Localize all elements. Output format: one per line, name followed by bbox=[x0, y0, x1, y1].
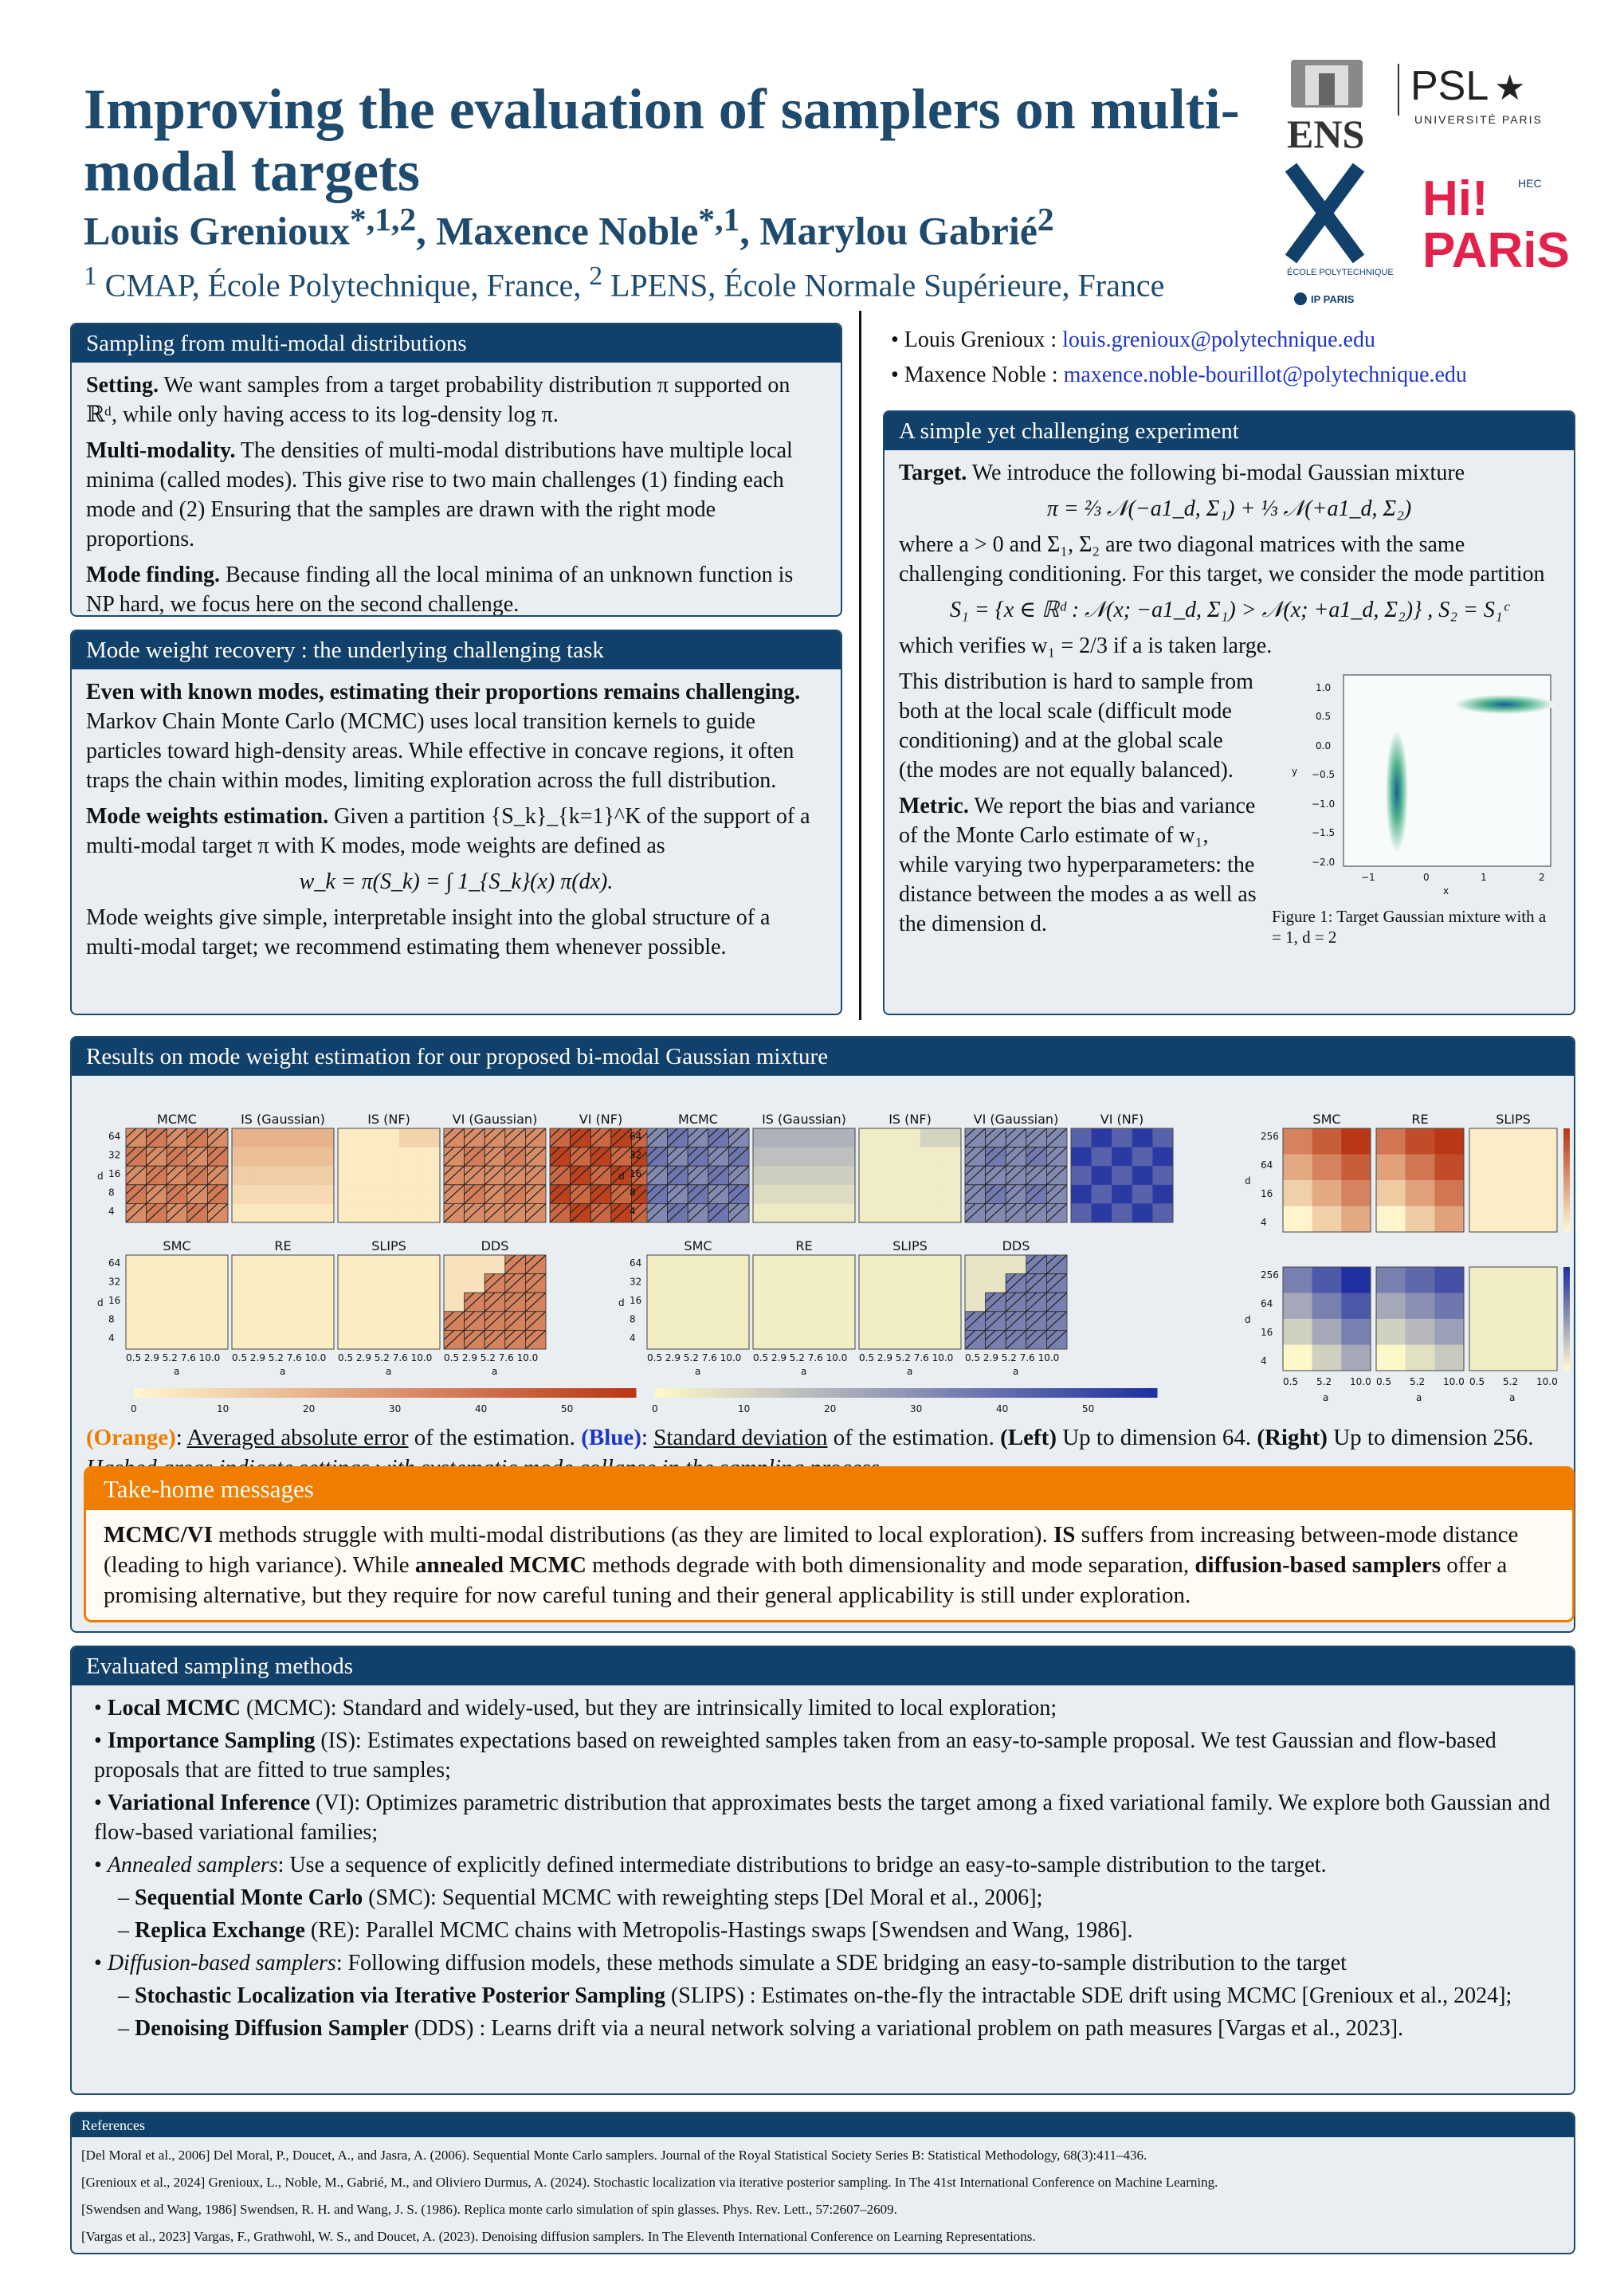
svg-text:VI (NF): VI (NF) bbox=[1100, 1112, 1144, 1127]
results-caption: (Orange): Averaged absolute error of the estimation. (Blue): Standard deviation of the estimation. (Left) Up to dimension 64. (Right) Up to dimension 256. bbox=[86, 1425, 1534, 1450]
references-header: References bbox=[72, 2113, 1574, 2137]
x-tick: 10.0 bbox=[1536, 1376, 1558, 1387]
svg-text:Hi!: Hi! bbox=[1422, 171, 1489, 226]
heatmap-smc bbox=[647, 1238, 750, 1350]
colorbar-cell bbox=[1563, 1336, 1570, 1340]
reference-item: [Swendsen and Wang, 1986] Swendsen, R. H. and Wang, J. S. (1986). Replica monte carlo simulation of spin glasses. Phys. Rev. Lett., 57:2607–2609. bbox=[81, 2202, 897, 2217]
verifies-paragraph: which verifies w₁ = 2/3 if a is taken large. bbox=[899, 634, 1273, 658]
svg-text:0.5: 0.5 bbox=[1316, 711, 1332, 722]
colorbar-cell bbox=[1563, 1183, 1570, 1187]
y-tick: 8 bbox=[630, 1187, 636, 1198]
colorbar-tick: 40 bbox=[475, 1403, 488, 1414]
svg-text:IS (NF): IS (NF) bbox=[888, 1112, 932, 1127]
heatmap-is-nf bbox=[338, 1112, 441, 1223]
colorbar-cell bbox=[1563, 1173, 1570, 1177]
heatmap-right-smc bbox=[1283, 1112, 1371, 1233]
colorbar-cell bbox=[1563, 1170, 1570, 1174]
colorbar-cell bbox=[1563, 1332, 1570, 1336]
hiparis-logo bbox=[1422, 171, 1570, 278]
svg-text:1.0: 1.0 bbox=[1316, 682, 1332, 693]
x-tick: 0.5 bbox=[1376, 1376, 1392, 1387]
y-tick: 32 bbox=[108, 1149, 121, 1161]
box-header: Results on mode weight estimation for our proposed bi-modal Gaussian mixture bbox=[72, 1038, 1574, 1076]
svg-text:MCMC: MCMC bbox=[678, 1112, 718, 1127]
svg-text:HEC: HEC bbox=[1518, 177, 1542, 190]
svg-text:DDS: DDS bbox=[1002, 1238, 1030, 1253]
hardness-paragraph: This distribution is hard to sample from both at the local scale (difficult mode conditioning) and at the global scale (the modes are not equally balanced). bbox=[899, 669, 1253, 783]
ens-logo bbox=[1287, 60, 1364, 156]
y-tick: 256 bbox=[1261, 1269, 1279, 1281]
takehome-box bbox=[84, 1466, 1575, 1622]
svg-text:−2.0: −2.0 bbox=[1312, 857, 1336, 868]
modefinding-paragraph: Mode finding. Because finding all the local minima of an unknown function is NP hard, we focus here on the second challenge. bbox=[86, 563, 794, 617]
x-axis-label: a bbox=[386, 1366, 392, 1377]
x-axis-label: a bbox=[280, 1366, 286, 1377]
y-tick: 64 bbox=[108, 1257, 121, 1269]
multimodality-paragraph: Multi-modality. The densities of multi-modal distributions have multiple local minima (called modes). This give rise to two main challenges (1) finding each mode and (2) Ensuring that the samples are drawn with the right mode proportions. bbox=[86, 438, 793, 551]
heatmap-right-slips bbox=[1469, 1112, 1558, 1233]
x-tick: 0.5 bbox=[1283, 1376, 1299, 1387]
svg-text:1: 1 bbox=[1481, 872, 1487, 883]
colorbar-cell bbox=[1563, 1214, 1570, 1218]
svg-text:IS (NF): IS (NF) bbox=[367, 1112, 410, 1127]
y-axis-label: d bbox=[618, 1297, 625, 1308]
heatmap-right-re-std bbox=[1376, 1267, 1465, 1371]
heatmap-dds bbox=[444, 1238, 547, 1350]
takehome-text: MCMC/VI methods struggle with multi-modal distributions (as they are limited to local exploration). IS suffers from increasing between-mode distance (leading to high variance). While annealed MCMC methods degrade with both dimensionality and mode separation, diffusion-based samplers offer a promising alternative, but they require for now careful tuning and their general applicability is still under exploration. bbox=[104, 1522, 1519, 1608]
x-axis-label: a bbox=[492, 1366, 498, 1377]
x-tick: 0.5 2.9 5.2 7.6 10.0 bbox=[126, 1352, 221, 1363]
colorbar-cell bbox=[1563, 1228, 1570, 1232]
colorbar-cell bbox=[1563, 1166, 1570, 1170]
heatmap-slips bbox=[338, 1238, 441, 1350]
box-header: A simple yet challenging experiment bbox=[885, 412, 1574, 450]
svg-text:RE: RE bbox=[274, 1238, 292, 1253]
heatmap-vi-nf bbox=[550, 1112, 653, 1223]
colorbar-cell bbox=[1563, 1221, 1570, 1225]
x-tick: 0.5 2.9 5.2 7.6 10.0 bbox=[444, 1352, 539, 1363]
colorbar-tick: 50 bbox=[561, 1403, 574, 1414]
colorbar-cell bbox=[1563, 1319, 1570, 1323]
colorbar-cell bbox=[1563, 1132, 1570, 1136]
colorbar-cell bbox=[1563, 1294, 1570, 1298]
polytechnique-logo bbox=[1287, 167, 1394, 305]
svg-text:PSL: PSL bbox=[1410, 63, 1489, 109]
colorbar-cell bbox=[1563, 1270, 1570, 1274]
x-axis-label: a bbox=[174, 1366, 180, 1377]
colorbar-cell bbox=[1563, 1267, 1570, 1271]
x-axis-label: a bbox=[695, 1366, 701, 1377]
colorbar-tick: 40 bbox=[996, 1403, 1009, 1414]
svg-text:2: 2 bbox=[1539, 872, 1545, 883]
partition-formula: S₁ = {x ∈ ℝᵈ : 𝒩(x; −a1_d, Σ₁) > 𝒩(x; +a1_d, Σ₂)} , S₂ = S₁ᶜ bbox=[950, 598, 1508, 622]
y-axis-label: d bbox=[1245, 1314, 1251, 1325]
svg-text:−1: −1 bbox=[1361, 872, 1375, 883]
closing-paragraph: Mode weights give simple, interpretable insight into the global structure of a multi-modal target; we recommend estimating them whenever possible. bbox=[86, 905, 771, 959]
colorbar-cell bbox=[1563, 1190, 1570, 1194]
colorbar-cell bbox=[1563, 1349, 1570, 1353]
colorbar-cell bbox=[1563, 1315, 1570, 1319]
colorbar-cell bbox=[1563, 1308, 1570, 1312]
references-list bbox=[72, 2137, 1574, 2254]
colorbar-cell bbox=[1563, 1163, 1570, 1167]
y-tick: 16 bbox=[630, 1168, 642, 1179]
reference-item: [Grenioux et al., 2024] Grenioux, L., Noble, M., Gabrié, M., and Oliviero Durmus, A. (2024). Stochastic localization via iterative posterior sampling. In The 41st International Conference on Machine Learning. bbox=[81, 2175, 1218, 2190]
colorbar-tick: 50 bbox=[1082, 1403, 1095, 1414]
x-tick: 5.2 bbox=[1410, 1376, 1426, 1387]
svg-text:SMC: SMC bbox=[1312, 1112, 1341, 1127]
x-ticks bbox=[1361, 872, 1545, 883]
colorbar-cell bbox=[1563, 1224, 1570, 1228]
target-density-figure bbox=[1272, 667, 1559, 898]
y-ticks bbox=[1312, 682, 1335, 868]
svg-text:SMC: SMC bbox=[684, 1238, 712, 1253]
colorbar-cell bbox=[1563, 1207, 1570, 1211]
x-tick: 0.5 2.9 5.2 7.6 10.0 bbox=[753, 1352, 848, 1363]
x-tick: 0.5 bbox=[1469, 1376, 1485, 1387]
lead-paragraph: Even with known modes, estimating their proportions remains challenging. Markov Chain Monte Carlo (MCMC) uses local transition kernels to guide particles toward high-density areas. While effective in concave regions, it often traps the chain within modes, limiting exploration across the full distribution. bbox=[86, 680, 801, 793]
heatmap-right-smc-std bbox=[1283, 1267, 1371, 1371]
colorbar-cell bbox=[1563, 1285, 1570, 1289]
x-axis-label: a bbox=[1323, 1392, 1329, 1403]
colorbar-cell bbox=[1563, 1325, 1570, 1329]
y-tick: 64 bbox=[630, 1257, 642, 1269]
mode-2-blob bbox=[1455, 695, 1554, 714]
poster-title: Improving the evaluation of samplers on multi-modal targets bbox=[84, 77, 1240, 203]
heatmap-mcmc bbox=[126, 1112, 229, 1223]
colorbar-cell bbox=[1563, 1128, 1570, 1132]
colorbar-cell bbox=[1563, 1194, 1570, 1198]
heatmap-re bbox=[753, 1238, 856, 1350]
colorbar-tick: 0 bbox=[131, 1403, 137, 1414]
colorbar-cell bbox=[1563, 1312, 1570, 1316]
y-tick: 16 bbox=[108, 1295, 121, 1306]
x-axis-label: a bbox=[1416, 1392, 1422, 1403]
sampling-multimodal-box bbox=[70, 323, 842, 617]
method-item: • Local MCMC (MCMC): Standard and widely-used, but they are intrinsically limited to local exploration; bbox=[94, 1696, 1057, 1720]
heatmap-right-slips-std bbox=[1469, 1267, 1558, 1371]
y-tick: 64 bbox=[1261, 1298, 1273, 1309]
svg-text:IS (Gaussian): IS (Gaussian) bbox=[762, 1112, 846, 1127]
setting-paragraph: Setting. We want samples from a target probability distribution π supported on ℝᵈ, while only having access to its log-density log π. bbox=[86, 373, 790, 427]
svg-text:RE: RE bbox=[795, 1238, 813, 1253]
y-tick: 64 bbox=[630, 1131, 642, 1142]
heatmap-re bbox=[232, 1238, 335, 1350]
svg-text:SLIPS: SLIPS bbox=[1496, 1112, 1531, 1127]
svg-text:MCMC: MCMC bbox=[157, 1112, 197, 1127]
svg-text:VI (NF): VI (NF) bbox=[579, 1112, 623, 1127]
psl-logo bbox=[1410, 63, 1543, 126]
x-tick: 5.2 bbox=[1316, 1376, 1332, 1387]
method-item: • Importance Sampling (IS): Estimates expectations based on reweighted samples taken from an easy-to-sample proposal. We test Gaussian and flow-based proposals that are fitted to true samples; bbox=[94, 1728, 1497, 1783]
colorbar-cell bbox=[1563, 1152, 1570, 1156]
x-axis-label: x bbox=[1443, 885, 1449, 896]
y-tick: 4 bbox=[630, 1206, 636, 1217]
colorbar-cell bbox=[1563, 1367, 1570, 1371]
x-tick: 0.5 2.9 5.2 7.6 10.0 bbox=[338, 1352, 433, 1363]
heatmap-smc bbox=[126, 1238, 229, 1350]
svg-text:SLIPS: SLIPS bbox=[371, 1238, 406, 1253]
colorbar-cell bbox=[1563, 1301, 1570, 1305]
svg-text:IS (Gaussian): IS (Gaussian) bbox=[241, 1112, 325, 1127]
colorbar-cell bbox=[1563, 1180, 1570, 1184]
colorbar-cell bbox=[1563, 1200, 1570, 1204]
svg-text:ENS: ENS bbox=[1287, 112, 1365, 156]
colorbar-tick: 30 bbox=[910, 1403, 923, 1414]
svg-text:PARiS: PARiS bbox=[1422, 223, 1570, 278]
heatmap-mcmc bbox=[647, 1112, 750, 1223]
colorbar-cell bbox=[1563, 1176, 1570, 1180]
colorbar-cell bbox=[1563, 1328, 1570, 1332]
method-item: • Variational Inference (VI): Optimizes parametric distribution that approximates bests the target among a fixed variational family. We explore both Gaussian and flow-based variational families; bbox=[94, 1791, 1551, 1845]
method-item: – Denoising Diffusion Sampler (DDS) : Learns drift via a neural network solving a variational problem on path measures [Vargas et al., 2023]. bbox=[118, 2016, 1404, 2041]
x-tick: 10.0 bbox=[1443, 1376, 1465, 1387]
colorbar-cell bbox=[1563, 1363, 1570, 1367]
y-tick: 4 bbox=[1261, 1217, 1267, 1228]
colorbar-cell bbox=[1563, 1136, 1570, 1140]
y-tick: 4 bbox=[1261, 1355, 1267, 1367]
y-tick: 8 bbox=[630, 1313, 636, 1325]
partition-paragraph: where a > 0 and Σ₁, Σ₂ are two diagonal matrices with the same challenging conditioning. For this target, we consider the mode partition bbox=[899, 532, 1545, 586]
svg-text:ÉCOLE POLYTECHNIQUE: ÉCOLE POLYTECHNIQUE bbox=[1287, 268, 1394, 277]
x-axis-label: a bbox=[907, 1366, 913, 1377]
x-axis-label: a bbox=[801, 1366, 807, 1377]
method-item: – Replica Exchange (RE): Parallel MCMC chains with Metropolis-Hastings swaps [Swendsen and Wang, 1986]. bbox=[118, 1918, 1133, 1943]
svg-text:−0.5: −0.5 bbox=[1312, 769, 1336, 780]
takehome-header: Take-home messages bbox=[86, 1469, 1572, 1510]
colorbar-tick: 10 bbox=[217, 1403, 229, 1414]
results-heatmaps bbox=[72, 1076, 1574, 1418]
colorbar-cell bbox=[1563, 1339, 1570, 1343]
svg-text:DDS: DDS bbox=[481, 1238, 509, 1253]
svg-text:SLIPS: SLIPS bbox=[892, 1238, 928, 1253]
colorbar-tick: 20 bbox=[303, 1403, 316, 1414]
y-tick: 4 bbox=[108, 1206, 115, 1217]
colorbar-tick: 30 bbox=[389, 1403, 402, 1414]
affiliations: $^1$ CMAP, École Polytechnique, France, $^2$ LPENS, École Normale Supérieure, France bbox=[84, 261, 1165, 304]
colorbar bbox=[134, 1388, 637, 1398]
y-axis-label: d bbox=[1245, 1175, 1251, 1187]
y-tick: 32 bbox=[630, 1276, 642, 1288]
reference-item: [Vargas et al., 2023] Vargas, F., Grathwohl, W. S., and Doucet, A. (2023). Denoising diffusion samplers. In The Eleventh International Conference on Learning Representations. bbox=[81, 2229, 1036, 2244]
colorbar-cell bbox=[1563, 1304, 1570, 1308]
colorbar-cell bbox=[1563, 1159, 1570, 1163]
column-divider bbox=[859, 311, 861, 1020]
svg-text:VI (Gaussian): VI (Gaussian) bbox=[452, 1112, 538, 1127]
box-header: Evaluated sampling methods bbox=[72, 1647, 1574, 1685]
x-tick: 5.2 bbox=[1503, 1376, 1519, 1387]
heatmap-is-gaussian bbox=[232, 1112, 335, 1223]
box-header: Mode weight recovery : the underlying challenging task bbox=[72, 631, 841, 669]
y-tick: 16 bbox=[1261, 1188, 1273, 1199]
mode-1-blob bbox=[1386, 731, 1408, 852]
heatmap-vi-gaussian bbox=[444, 1112, 547, 1223]
y-tick: 16 bbox=[1261, 1327, 1273, 1338]
colorbar-cell bbox=[1563, 1197, 1570, 1201]
mixture-formula: π = ⅔ 𝒩(−a1_d, Σ₁) + ⅓ 𝒩(+a1_d, Σ₂) bbox=[1046, 496, 1412, 521]
target-paragraph: Target. We introduce the following bi-modal Gaussian mixture bbox=[899, 461, 1465, 485]
contact-info: • Louis Grenioux : louis.grenioux@polytechnique.edu • Maxence Noble : maxence.noble-bourillot@polytechnique.edu bbox=[891, 328, 1467, 387]
svg-text:−1.5: −1.5 bbox=[1312, 827, 1336, 838]
y-axis-label: y bbox=[1292, 766, 1298, 777]
colorbar bbox=[655, 1388, 1158, 1398]
y-tick: 8 bbox=[108, 1313, 115, 1325]
colorbar-cell bbox=[1563, 1356, 1570, 1360]
figure-1-caption: Figure 1: Target Gaussian mixture with a = 1, d = 2 bbox=[1272, 907, 1547, 947]
y-axis-label: d bbox=[97, 1297, 104, 1308]
colorbar-cell bbox=[1563, 1281, 1570, 1285]
y-tick: 16 bbox=[630, 1295, 642, 1306]
svg-text:0.0: 0.0 bbox=[1316, 740, 1332, 751]
methods-box bbox=[70, 1646, 1575, 2095]
y-tick: 64 bbox=[1261, 1159, 1273, 1171]
email-link-2[interactable]: maxence.noble-bourillot@polytechnique.edu bbox=[1063, 363, 1467, 387]
method-item: – Stochastic Localization via Iterative Posterior Sampling (SLIPS) : Estimates on-the-fly the intractable SDE drift using MCMC [Grenioux et al., 2024]; bbox=[118, 1983, 1512, 2008]
colorbar-cell bbox=[1563, 1218, 1570, 1222]
y-tick: 256 bbox=[1261, 1131, 1279, 1142]
svg-text:SMC: SMC bbox=[163, 1238, 191, 1253]
box-header: Sampling from multi-modal distributions bbox=[72, 324, 841, 363]
x-axis-label: a bbox=[1509, 1392, 1516, 1403]
heatmap-is-gaussian bbox=[753, 1112, 856, 1223]
method-item: • Diffusion-based samplers: Following diffusion models, these methods simulate a SDE bridging an easy-to-sample distribution to the target bbox=[94, 1951, 1347, 1975]
y-axis-label: d bbox=[97, 1171, 104, 1182]
colorbar-cell bbox=[1563, 1210, 1570, 1214]
heatmap-vi-nf bbox=[1071, 1112, 1174, 1223]
svg-text:★: ★ bbox=[1494, 68, 1526, 108]
colorbar-cell bbox=[1563, 1291, 1570, 1295]
colorbar-cell bbox=[1563, 1343, 1570, 1347]
method-item: – Sequential Monte Carlo (SMC): Sequential MCMC with reweighting steps [Del Moral et al., 2006]; bbox=[118, 1885, 1043, 1910]
experiment-box bbox=[883, 410, 1575, 1015]
y-tick: 4 bbox=[108, 1332, 115, 1344]
heatmap-vi-gaussian bbox=[965, 1112, 1068, 1223]
references-box bbox=[70, 2112, 1575, 2254]
methods-list bbox=[94, 1693, 1559, 2043]
svg-text:VI (Gaussian): VI (Gaussian) bbox=[973, 1112, 1059, 1127]
colorbar-cell bbox=[1563, 1322, 1570, 1326]
svg-text:−1.0: −1.0 bbox=[1312, 798, 1336, 810]
y-tick: 8 bbox=[108, 1187, 115, 1198]
heatmap-dds bbox=[965, 1238, 1068, 1350]
y-tick: 64 bbox=[108, 1131, 121, 1142]
colorbar-cell bbox=[1563, 1204, 1570, 1208]
colorbar-cell bbox=[1563, 1274, 1570, 1278]
y-tick: 4 bbox=[630, 1332, 636, 1344]
svg-text:UNIVERSITÉ PARIS: UNIVERSITÉ PARIS bbox=[1414, 113, 1543, 126]
heatmap-is-nf bbox=[859, 1112, 962, 1223]
colorbar-cell bbox=[1563, 1277, 1570, 1281]
colorbar-cell bbox=[1563, 1139, 1570, 1143]
svg-text:RE: RE bbox=[1411, 1112, 1429, 1127]
colorbar-cell bbox=[1563, 1346, 1570, 1350]
colorbar-cell bbox=[1563, 1146, 1570, 1150]
y-axis-label: d bbox=[618, 1171, 625, 1182]
x-tick: 0.5 2.9 5.2 7.6 10.0 bbox=[965, 1352, 1060, 1363]
email-link-1[interactable]: louis.grenioux@polytechnique.edu bbox=[1062, 328, 1375, 352]
colorbar-cell bbox=[1563, 1149, 1570, 1153]
svg-text:0: 0 bbox=[1423, 872, 1430, 883]
x-tick: 0.5 2.9 5.2 7.6 10.0 bbox=[232, 1352, 327, 1363]
y-tick: 16 bbox=[108, 1168, 121, 1179]
colorbar-cell bbox=[1563, 1353, 1570, 1357]
x-tick: 10.0 bbox=[1350, 1376, 1371, 1387]
colorbar-cell bbox=[1563, 1298, 1570, 1302]
method-item: • Annealed samplers: Use a sequence of explicitly defined intermediate distributions to bridge an easy-to-sample distribution to the target. bbox=[94, 1853, 1327, 1877]
reference-item: [Del Moral et al., 2006] Del Moral, P., Doucet, A., and Jasra, A. (2006). Sequential Monte Carlo samplers. Journal of the Royal Statistical Society Series B: Statistical Methodology, 68(3):411–436. bbox=[81, 2148, 1147, 2163]
colorbar-tick: 0 bbox=[652, 1403, 658, 1414]
y-tick: 32 bbox=[630, 1149, 642, 1161]
mwe-paragraph: Mode weights estimation. Given a partition {S_k}_{k=1}^K of the support of a multi-modal target π with K modes, mode weights are defined as bbox=[86, 804, 810, 858]
metric-paragraph: Metric. We report the bias and variance of the Monte Carlo estimate of w₁, while varying two hyperparameters: the distance between the modes a as well as the dimension d. bbox=[899, 794, 1257, 936]
svg-text:IP PARIS: IP PARIS bbox=[1311, 293, 1355, 305]
colorbar-cell bbox=[1563, 1288, 1570, 1292]
colorbar-tick: 10 bbox=[738, 1403, 751, 1414]
x-axis-label: a bbox=[1013, 1366, 1019, 1377]
colorbar-cell bbox=[1563, 1155, 1570, 1159]
heatmap-right-re bbox=[1376, 1112, 1465, 1233]
x-tick: 0.5 2.9 5.2 7.6 10.0 bbox=[859, 1352, 954, 1363]
colorbar-cell bbox=[1563, 1359, 1570, 1363]
authors: Louis Grenioux$^{*,1,2}$, Maxence Noble$^{*,1}$, Marylou Gabrié$^2$ bbox=[84, 202, 1054, 253]
colorbar-cell bbox=[1563, 1142, 1570, 1146]
institution-logos bbox=[1275, 56, 1594, 327]
mode-weight-formula: w_k = π(S_k) = ∫ 1_{S_k}(x) π(dx). bbox=[299, 869, 614, 894]
y-tick: 32 bbox=[108, 1276, 121, 1288]
colorbar-cell bbox=[1563, 1187, 1570, 1191]
x-tick: 0.5 2.9 5.2 7.6 10.0 bbox=[647, 1352, 742, 1363]
heatmap-slips bbox=[859, 1238, 962, 1350]
mode-weight-recovery-box bbox=[70, 630, 842, 1015]
colorbar-tick: 20 bbox=[824, 1403, 837, 1414]
